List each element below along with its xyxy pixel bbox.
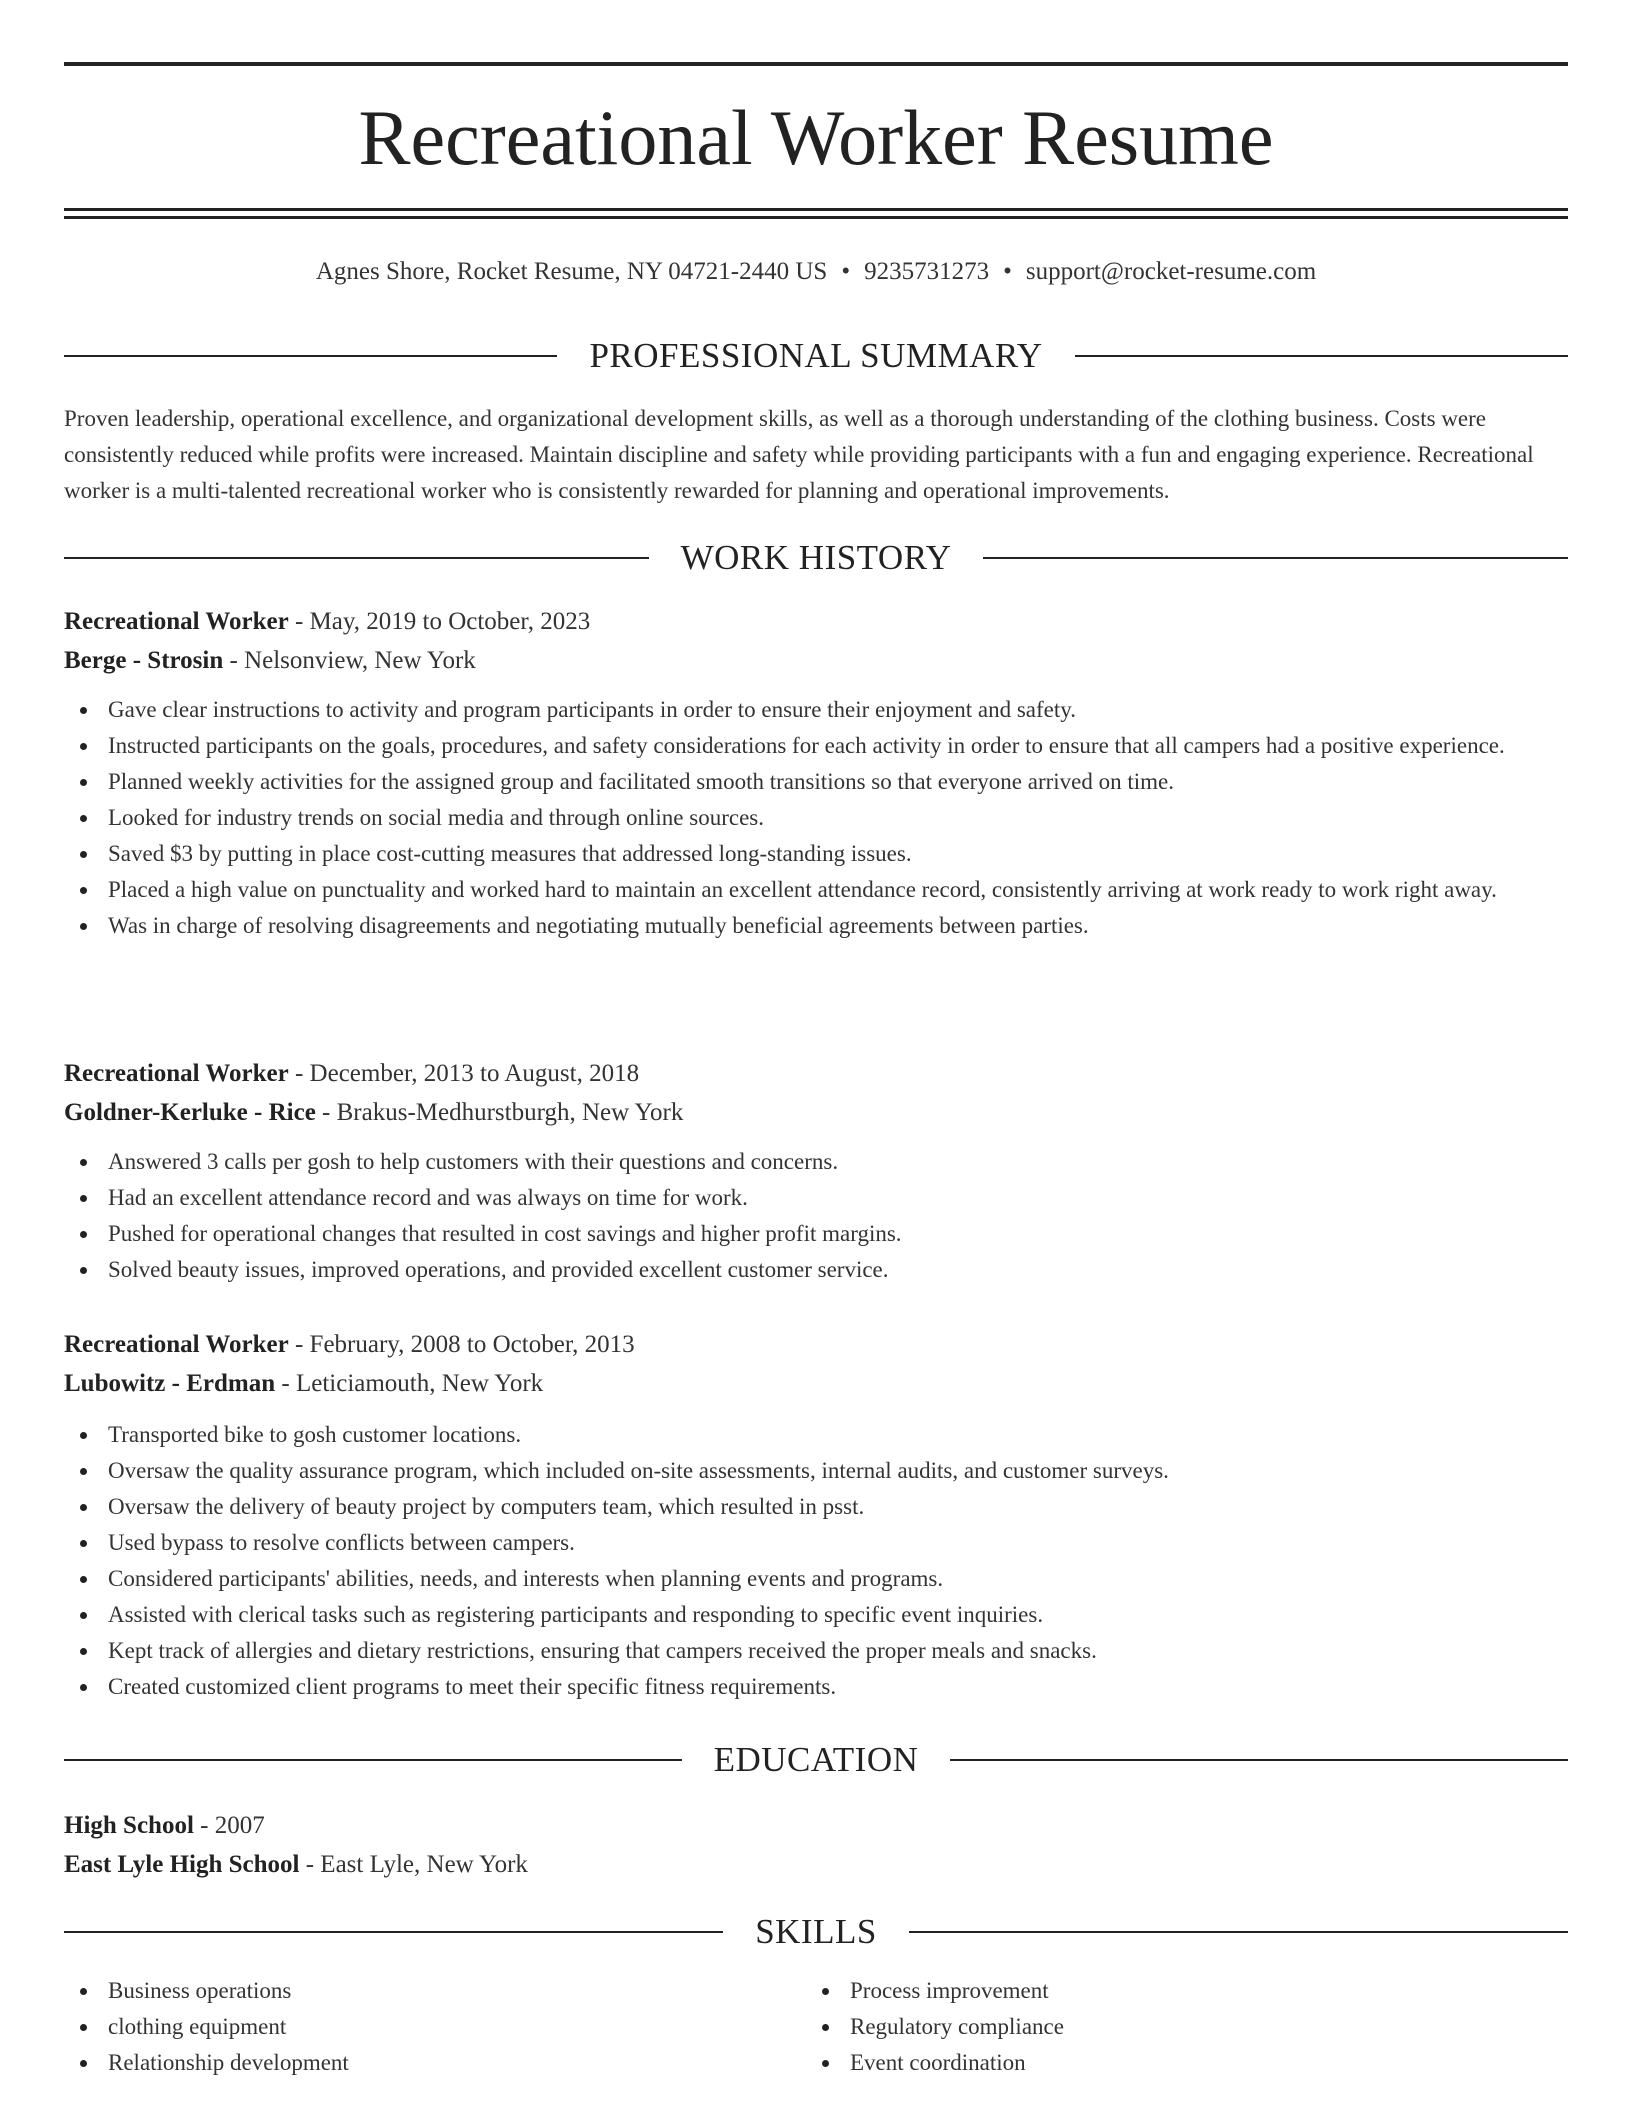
contact-address: Agnes Shore, Rocket Resume, NY 04721-2440 US (315, 258, 828, 285)
job-bullet: Answered 3 calls per gosh to help customers with their questions and concerns. (64, 1144, 1568, 1180)
job-title-line (64, 1054, 1568, 1093)
education-degree-line (64, 1806, 1568, 1845)
job-bullet: Instructed participants on the goals, procedures, and safety considerations for each activity in order to ensure that all campers had a positive experience. (64, 728, 1568, 764)
job-location: - Nelsonview, New York (223, 647, 476, 674)
job-bullet: Oversaw the quality assurance program, which included on-site assessments, internal audits, and customer surveys. (64, 1453, 1568, 1489)
contact-email: support@rocket-resume.com (1025, 258, 1317, 285)
heading-rule-left (64, 1931, 723, 1933)
job-bullet: Was in charge of resolving disagreements and negotiating mutually beneficial agreements between parties. (64, 908, 1568, 944)
job-dates: - December, 2013 to August, 2018 (288, 1060, 640, 1087)
education-location: - East Lyle, New York (299, 1851, 528, 1878)
section-title: WORK HISTORY (680, 538, 952, 577)
heading-rule-right (909, 1931, 1568, 1933)
job-title-line (64, 1325, 1568, 1364)
title-double-rule-lower (64, 216, 1568, 219)
job-bullet-list (64, 1417, 1568, 1705)
job-bullet: Considered participants' abilities, needs, and interests when planning events and programs. (64, 1561, 1568, 1597)
job-entry-3 (64, 1325, 1568, 1705)
job-bullet: Planned weekly activities for the assigned group and facilitated smooth transitions so that everyone arrived on time. (64, 764, 1568, 800)
heading-rule-right (983, 557, 1568, 559)
job-location: - Leticiamouth, New York (275, 1370, 544, 1397)
contact-separator: • (841, 258, 851, 285)
job-company-line (64, 1093, 1568, 1132)
job-dates: - May, 2019 to October, 2023 (288, 608, 591, 635)
job-bullet-list (64, 692, 1568, 944)
job-entry-2 (64, 1054, 1568, 1288)
education-school: East Lyle High School (64, 1851, 300, 1878)
section-title: PROFESSIONAL SUMMARY (589, 336, 1043, 375)
contact-phone: 9235731273 (864, 258, 990, 285)
heading-rule-left (64, 1759, 682, 1761)
job-bullet: Oversaw the delivery of beauty project by computers team, which resulted in psst. (64, 1489, 1568, 1525)
skill-item: Process improvement (806, 1973, 1548, 2009)
heading-rule-right (1075, 355, 1568, 357)
job-title-line (64, 602, 1568, 641)
section-heading-work-history (64, 538, 1568, 578)
job-company: Berge - Strosin (64, 647, 224, 674)
heading-rule-right (950, 1759, 1568, 1761)
summary-text: Proven leadership, operational excellence, and organizational development skills, as well as a thorough understanding of the clothing business. Costs were consistently reduced while profits were increased. Maintain discipline and safety while providing participants with a fun and engaging experience. Recreational worker is a multi-talented recreational worker who is consistently rewarded for planning and operational improvements. (64, 406, 1534, 503)
section-heading-skills (64, 1912, 1568, 1952)
skill-item: Event coordination (806, 2045, 1548, 2081)
education-school-line (64, 1845, 1568, 1884)
job-title: Recreational Worker (64, 1331, 289, 1358)
heading-rule-left (64, 557, 649, 559)
contact-separator: • (1003, 258, 1012, 285)
section-heading-education (64, 1740, 1568, 1780)
job-bullet: Used bypass to resolve conflicts between campers. (64, 1525, 1568, 1561)
job-entry-1 (64, 602, 1568, 944)
job-bullet: Kept track of allergies and dietary restrictions, ensuring that campers received the proper meals and snacks. (64, 1633, 1568, 1669)
job-bullet: Assisted with clerical tasks such as registering participants and responding to specific event inquiries. (64, 1597, 1568, 1633)
skills-list (64, 1973, 1568, 2081)
skill-item: Business operations (64, 1973, 806, 2009)
title-double-rule-upper (64, 208, 1568, 211)
job-bullet: Looked for industry trends on social media and through online sources. (64, 800, 1568, 836)
section-title: SKILLS (755, 1912, 877, 1951)
section-heading-summary (64, 336, 1568, 376)
job-bullet: Transported bike to gosh customer locations. (64, 1417, 1568, 1453)
job-bullet: Gave clear instructions to activity and program participants in order to ensure their enjoyment and safety. (64, 692, 1568, 728)
job-bullet: Solved beauty issues, improved operations, and provided excellent customer service. (64, 1252, 1568, 1288)
job-company-line (64, 1364, 1568, 1403)
skill-item: clothing equipment (64, 2009, 806, 2045)
job-bullet: Pushed for operational changes that resulted in cost savings and higher profit margins. (64, 1216, 1568, 1252)
job-location: - Brakus-Medhurstburgh, New York (315, 1099, 684, 1126)
job-title: Recreational Worker (64, 608, 289, 635)
skill-item: Regulatory compliance (806, 2009, 1548, 2045)
education-entry (64, 1806, 1568, 1884)
section-title: EDUCATION (713, 1740, 919, 1779)
skills-column-right (806, 1973, 1548, 2081)
resume-title: Recreational Worker Resume (358, 94, 1274, 181)
education-degree: High School (64, 1812, 194, 1839)
job-dates: - February, 2008 to October, 2013 (288, 1331, 635, 1358)
job-bullet: Saved $3 by putting in place cost-cutting measures that addressed long-standing issues. (64, 836, 1568, 872)
contact-line (64, 255, 1568, 289)
job-bullet-list (64, 1144, 1568, 1288)
skill-item: Relationship development (64, 2045, 806, 2081)
top-rule (64, 62, 1568, 66)
job-company: Lubowitz - Erdman (64, 1370, 276, 1397)
heading-rule-left (64, 355, 557, 357)
education-year: - 2007 (193, 1812, 265, 1839)
job-bullet: Had an excellent attendance record and was always on time for work. (64, 1180, 1568, 1216)
job-bullet: Placed a high value on punctuality and worked hard to maintain an excellent attendance record, consistently arriving at work ready to work right away. (64, 872, 1568, 908)
job-company-line (64, 641, 1568, 680)
job-title: Recreational Worker (64, 1060, 289, 1087)
skills-column-left (64, 1973, 806, 2081)
job-company: Goldner-Kerluke - Rice (64, 1099, 316, 1126)
job-bullet: Created customized client programs to meet their specific fitness requirements. (64, 1669, 1568, 1705)
